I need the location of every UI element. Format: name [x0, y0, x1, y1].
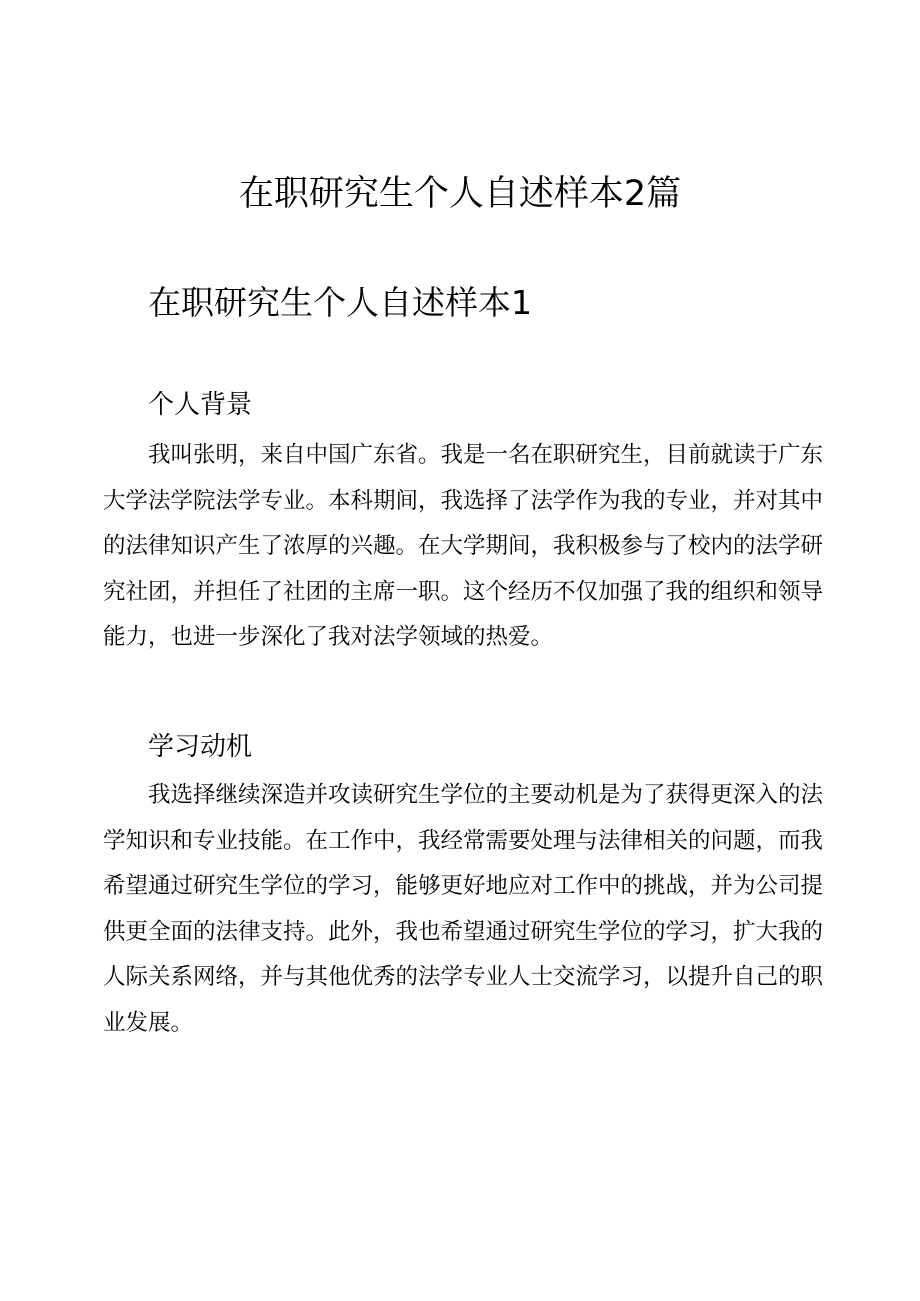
heading-personal-background: 个人背景: [148, 390, 253, 420]
heading-study-motivation: 学习动机: [148, 732, 253, 762]
paragraph-personal-background: 我叫张明，来自中国广东省。我是一名在职研究生，目前就读于广东大学法学院法学专业。本科期间，我选择了法学作为我的专业，并对其中的法律知识产生了浓厚的兴趣。在大学期间，我积极参与了校内的法学研究社团，并担任了社团的主席一职。这个经历不仅加强了我的组织和领导能力，也进一步深化了我对法学领域的热爱。: [103, 442, 824, 650]
section-title: 在职研究生个人自述样本1: [148, 283, 532, 322]
paragraph-study-motivation: 我选择继续深造并攻读研究生学位的主要动机是为了获得更深入的法学知识和专业技能。在工作中，我经常需要处理与法律相关的问题，而我希望通过研究生学位的学习，能够更好地应对工作中的挑战，并为公司提供更全面的法律支持。此外，我也希望通过研究生学位的学习，扩大我的人际关系网络，并与其他优秀的法学专业人士交流学习，以提升自己的职业发展。: [103, 782, 824, 1036]
document-title: 在职研究生个人自述样本2篇: [238, 174, 682, 214]
